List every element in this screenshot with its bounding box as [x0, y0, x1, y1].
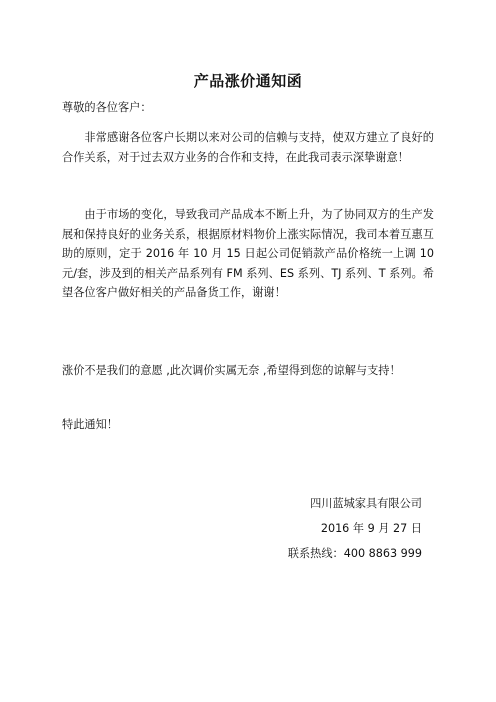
salutation: 尊敬的各位客户： [62, 101, 152, 114]
signature-hotline: 联系热线：400 8863 999 [287, 547, 422, 560]
paragraph-apology: 涨价不是我们的意愿 ,此次调价实属无奈 ,希望得到您的谅解与支持！ [62, 364, 401, 377]
paragraph-price-increase: 由于市场的变化，导致我司产品成本不断上升，为了协同双方的生产发展和保持良好的业务关系，根据原材料物价上涨实际情况，我司本着互惠互助的原则，定于 2016 年 10 月 15 日起公司促销款产品价格统一上调 10 元/套，涉及到的相关产品系列有 FM 系列、ES 系列、TJ 系列、T 系列。希望各位客户做好相关的产品备货工作，谢谢！ [62, 208, 434, 299]
paragraph-gratitude: 非常感谢各位客户长期以来对公司的信赖与支持，使双方建立了良好的合作关系，对于过去双方业务的合作和支持，在此我司表示深挚谢意！ [62, 131, 434, 164]
closing-notice: 特此通知！ [62, 418, 118, 431]
document-title: 产品涨价通知函 [193, 72, 303, 90]
signature-date: 2016 年 9 月 27 日 [320, 522, 422, 535]
signature-company: 四川蓝城家具有限公司 [310, 497, 422, 510]
